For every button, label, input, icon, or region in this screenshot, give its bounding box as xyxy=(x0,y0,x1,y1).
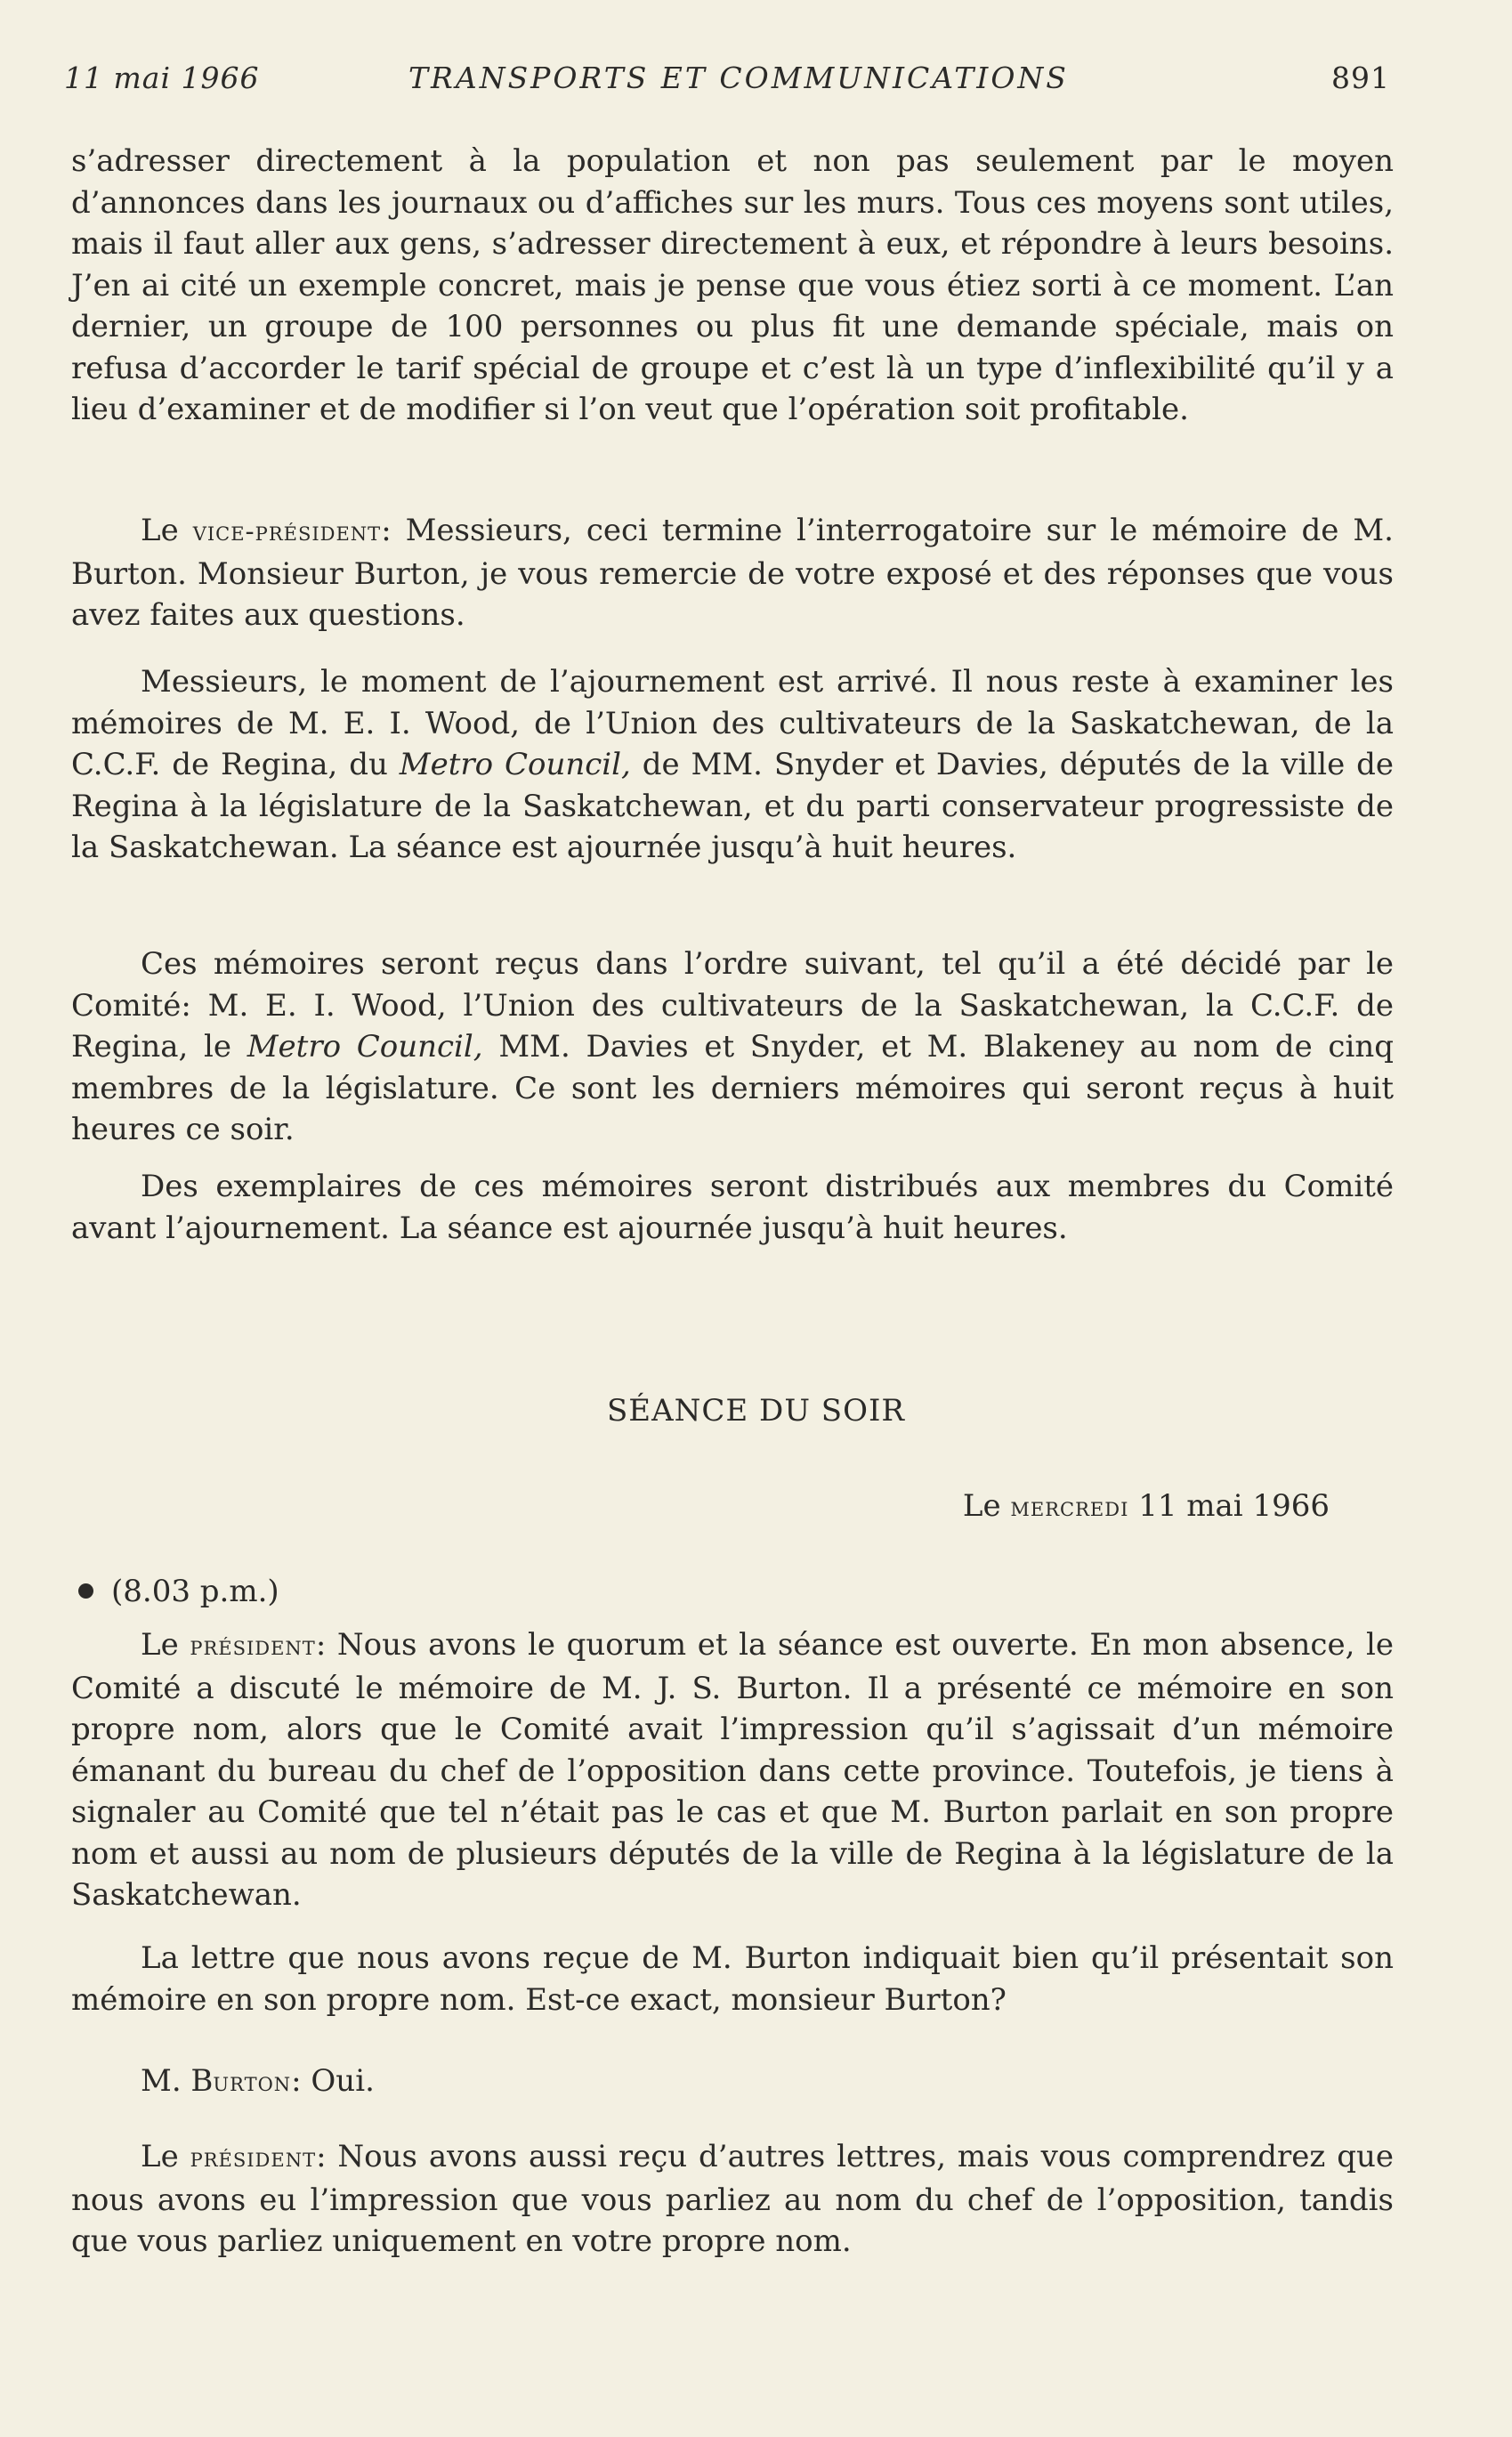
time-text: (8.03 p.m.) xyxy=(111,1574,279,1609)
speaker-name: vice-président xyxy=(192,516,382,547)
speaker-prefix: Le xyxy=(141,2139,190,2174)
paragraph-7 xyxy=(71,1938,1394,2020)
date-prefix: Le xyxy=(962,1488,1011,1524)
speech-president xyxy=(71,1624,1394,1916)
speech-text: : Oui. xyxy=(291,2063,375,2099)
running-header xyxy=(64,61,1390,105)
speaker-name: urton xyxy=(213,2067,292,2098)
speaker-name: président xyxy=(190,2142,317,2174)
speech-burton xyxy=(71,2061,1394,2104)
header-title: TRANSPORTS ET COMMUNICATIONS xyxy=(408,61,1069,95)
speech-vice-president xyxy=(71,510,1394,636)
text-run: de MM. Snyder et Davies, députés de la ville de Regina à la législature de la Saskatchewan, et du parti conservateur progressiste de la Saskatchewan. La séance est ajournée jusqu’à huit heures. xyxy=(71,747,1395,865)
paragraph-6 xyxy=(71,1624,1394,1916)
section-date xyxy=(963,1488,1330,1524)
speech-text: : Nous avons le quorum et la séance est ouverte. En mon absence, le Comité a discuté le mémoire de M. J. S. Burton. Il a présenté ce mémoire en son propre nom, alors que le Comité avait l’impression qu’il s’agissait d’un mémoire émanant du bureau du chef de l’opposition dans cette province. Toutefois, je tiens à signaler au Comité que tel n’était pas le cas et que M. Burton parlait en son propre nom et aussi au nom de plusieurs députés de la ville de Regina à la législature de la Saskatchewan. xyxy=(71,1627,1394,1913)
speaker-prefix: Le xyxy=(141,513,193,548)
paragraph-9 xyxy=(71,2136,1394,2263)
paragraph-text xyxy=(71,943,1394,1151)
text-run: Ces mémoires seront reçus dans l’ordre suivant, tel qu’il a été décidé par le Comité: M. E. I. Wood, l’Union des cultivateurs de la Saskatchewan, la C.C.F. de Regina, le xyxy=(71,946,1394,1065)
paragraph-1 xyxy=(71,141,1394,431)
paragraph-4 xyxy=(71,943,1394,1151)
section-title: SÉANCE DU SOIR xyxy=(607,1393,905,1429)
speaker-name: président xyxy=(190,1631,316,1662)
bullet-icon xyxy=(78,1583,93,1599)
italic-run: Metro Council, xyxy=(247,1029,483,1065)
date-rest: 11 mai 1966 xyxy=(1128,1488,1330,1524)
speech-president xyxy=(71,2136,1394,2263)
paragraph-8 xyxy=(71,2061,1394,2104)
text-run: MM. Davies et Snyder, et M. Blakeney au nom de cinq membres de la législature. Ce sont les derniers mémoires qui seront reçus à huit heures ce soir. xyxy=(71,1029,1394,1147)
text-run: Messieurs, le moment de l’ajournement est arrivé. Il nous reste à examiner les mémoires de M. E. I. Wood, de l’Union des cultivateurs de la Saskatchewan, de la C.C.F. de Regina, du xyxy=(71,664,1394,782)
paragraph-5 xyxy=(71,1166,1394,1249)
speaker-prefix: M. B xyxy=(141,2063,214,2099)
paragraph-text: La lettre que nous avons reçue de M. Burton indiquait bien qu’il présentait son mémoire en son propre nom. Est-ce exact, monsieur Burton? xyxy=(71,1940,1394,2018)
italic-run: Metro Council, xyxy=(399,747,631,782)
time-mark xyxy=(78,1574,279,1609)
speaker-prefix: Le xyxy=(141,1627,190,1663)
paragraph-text: s’adresser directement à la population et non pas seulement par le moyen d’annonces dans les journaux ou d’affiches sur les murs. Tous ces moyens sont utiles, mais il faut aller aux gens, s’adresser directement à eux, et répondre à leurs besoins. J’en ai cité un exemple concret, mais je pense que vous étiez sorti à ce moment. L’an dernier, un groupe de 100 personnes ou plus fit une demande spéciale, mais on refusa d’accorder le tarif spécial de groupe et c’est là un type d’inflexibilité qu’il y a lieu d’examiner et de modifier si l’on veut que l’opération soit profitable. xyxy=(71,143,1394,427)
paragraph-2 xyxy=(71,510,1394,636)
paragraph-text xyxy=(71,661,1394,869)
paragraph-3 xyxy=(71,661,1394,869)
date-day: mercredi xyxy=(1010,1492,1129,1523)
header-date: 11 mai 1966 xyxy=(64,61,260,95)
paragraph-text: Des exemplaires de ces mémoires seront distribués aux membres du Comité avant l’ajournement. La séance est ajournée jusqu’à huit heures. xyxy=(71,1169,1394,1246)
page-number: 891 xyxy=(1331,61,1390,95)
speech-text: : Messieurs, ceci termine l’interrogatoire sur le mémoire de M. Burton. Monsieur Burton, je vous remercie de votre exposé et des réponses que vous avez faites aux questions. xyxy=(71,513,1394,633)
speech-text: : Nous avons aussi reçu d’autres lettres, mais vous comprendrez que nous avons eu l’impression que vous parliez au nom du chef de l’opposition, tandis que vous parliez uniquement en votre propre nom. xyxy=(71,2139,1394,2259)
